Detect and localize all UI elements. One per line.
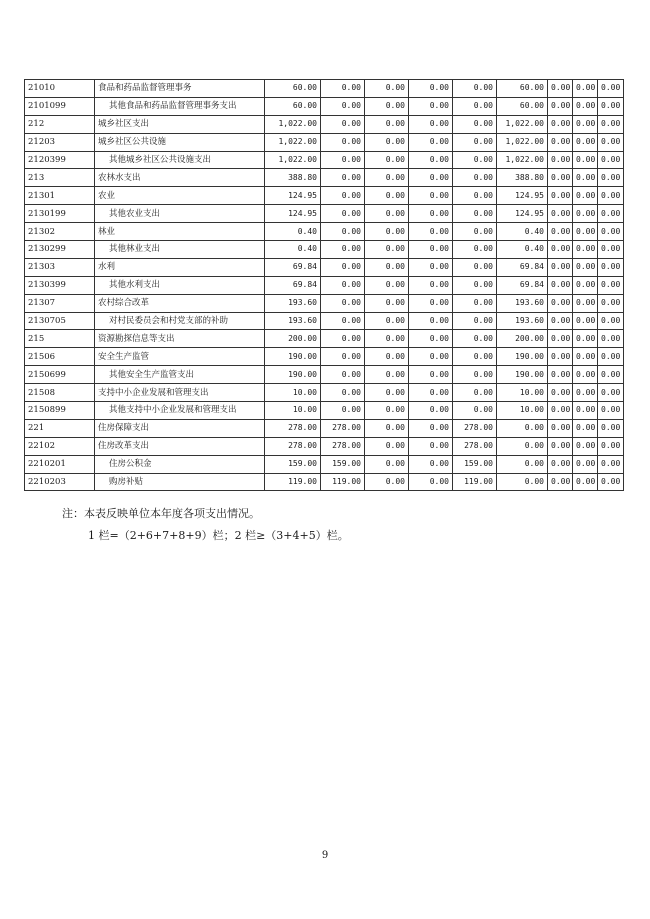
cell-value-col-7: 0.00	[548, 312, 573, 330]
cell-value-col-3: 0.00	[365, 419, 409, 437]
table-row	[25, 223, 624, 241]
cell-name: 农村综合改革	[95, 294, 265, 312]
cell-value-col-8: 0.00	[573, 312, 598, 330]
cell-name: 住房改革支出	[95, 437, 265, 455]
cell-value-col-4: 0.00	[409, 312, 453, 330]
cell-value-col-4: 0.00	[409, 97, 453, 115]
cell-value-col-5: 0.00	[453, 348, 497, 366]
cell-value-col-1: 193.60	[265, 294, 321, 312]
cell-value-col-3: 0.00	[365, 294, 409, 312]
cell-value-col-2: 0.00	[321, 241, 365, 259]
cell-value-col-1: 1,022.00	[265, 115, 321, 133]
cell-value-col-4: 0.00	[409, 115, 453, 133]
cell-value-col-8: 0.00	[573, 330, 598, 348]
cell-value-col-5: 0.00	[453, 223, 497, 241]
cell-code: 22102	[25, 437, 95, 455]
cell-value-col-9: 0.00	[598, 384, 624, 402]
cell-value-col-5: 0.00	[453, 330, 497, 348]
cell-value-col-7: 0.00	[548, 205, 573, 223]
cell-value-col-5: 0.00	[453, 366, 497, 384]
cell-value-col-6: 10.00	[497, 384, 548, 402]
cell-value-col-6: 193.60	[497, 294, 548, 312]
cell-value-col-7: 0.00	[548, 223, 573, 241]
cell-code: 2130399	[25, 276, 95, 294]
cell-name: 农业	[95, 187, 265, 205]
cell-value-col-7: 0.00	[548, 241, 573, 259]
cell-value-col-3: 0.00	[365, 151, 409, 169]
table-row	[25, 330, 624, 348]
cell-value-col-4: 0.00	[409, 205, 453, 223]
cell-value-col-3: 0.00	[365, 437, 409, 455]
cell-value-col-4: 0.00	[409, 133, 453, 151]
cell-value-col-8: 0.00	[573, 169, 598, 187]
cell-value-col-4: 0.00	[409, 276, 453, 294]
table-row	[25, 294, 624, 312]
cell-value-col-2: 159.00	[321, 455, 365, 473]
cell-value-col-7: 0.00	[548, 187, 573, 205]
cell-value-col-8: 0.00	[573, 151, 598, 169]
cell-value-col-8: 0.00	[573, 455, 598, 473]
cell-value-col-3: 0.00	[365, 205, 409, 223]
cell-value-col-6: 0.40	[497, 241, 548, 259]
cell-value-col-4: 0.00	[409, 330, 453, 348]
cell-value-col-5: 0.00	[453, 80, 497, 98]
cell-value-col-3: 0.00	[365, 133, 409, 151]
cell-value-col-4: 0.00	[409, 187, 453, 205]
cell-value-col-3: 0.00	[365, 80, 409, 98]
cell-value-col-9: 0.00	[598, 115, 624, 133]
cell-code: 21203	[25, 133, 95, 151]
cell-value-col-8: 0.00	[573, 384, 598, 402]
cell-value-col-5: 0.00	[453, 97, 497, 115]
cell-value-col-1: 193.60	[265, 312, 321, 330]
cell-value-col-3: 0.00	[365, 169, 409, 187]
cell-name: 对村民委员会和村党支部的补助	[95, 312, 265, 330]
cell-value-col-5: 0.00	[453, 133, 497, 151]
cell-value-col-5: 0.00	[453, 258, 497, 276]
cell-value-col-9: 0.00	[598, 205, 624, 223]
cell-value-col-1: 60.00	[265, 80, 321, 98]
cell-value-col-4: 0.00	[409, 258, 453, 276]
table-row	[25, 348, 624, 366]
cell-value-col-5: 0.00	[453, 151, 497, 169]
table-row	[25, 133, 624, 151]
cell-value-col-2: 0.00	[321, 330, 365, 348]
cell-value-col-6: 0.00	[497, 437, 548, 455]
cell-value-col-9: 0.00	[598, 133, 624, 151]
cell-value-col-8: 0.00	[573, 241, 598, 259]
cell-value-col-2: 0.00	[321, 402, 365, 420]
cell-code: 2130199	[25, 205, 95, 223]
cell-value-col-3: 0.00	[365, 455, 409, 473]
cell-value-col-1: 10.00	[265, 384, 321, 402]
cell-value-col-7: 0.00	[548, 169, 573, 187]
cell-value-col-5: 0.00	[453, 205, 497, 223]
table-row	[25, 437, 624, 455]
table-row	[25, 366, 624, 384]
cell-value-col-2: 278.00	[321, 437, 365, 455]
cell-value-col-3: 0.00	[365, 223, 409, 241]
cell-code: 21010	[25, 80, 95, 98]
cell-value-col-6: 69.84	[497, 276, 548, 294]
table-row	[25, 419, 624, 437]
cell-value-col-7: 0.00	[548, 133, 573, 151]
cell-value-col-9: 0.00	[598, 366, 624, 384]
cell-name: 其他林业支出	[95, 241, 265, 259]
cell-value-col-2: 0.00	[321, 384, 365, 402]
table-row	[25, 169, 624, 187]
cell-value-col-5: 0.00	[453, 402, 497, 420]
cell-value-col-7: 0.00	[548, 402, 573, 420]
cell-value-col-9: 0.00	[598, 276, 624, 294]
cell-name: 城乡社区公共设施	[95, 133, 265, 151]
cell-value-col-6: 190.00	[497, 366, 548, 384]
table-row	[25, 402, 624, 420]
cell-value-col-6: 124.95	[497, 187, 548, 205]
cell-value-col-8: 0.00	[573, 133, 598, 151]
table-row	[25, 384, 624, 402]
cell-value-col-2: 0.00	[321, 312, 365, 330]
cell-name: 林业	[95, 223, 265, 241]
cell-value-col-9: 0.00	[598, 151, 624, 169]
cell-value-col-1: 69.84	[265, 276, 321, 294]
cell-value-col-2: 0.00	[321, 151, 365, 169]
table-row	[25, 276, 624, 294]
cell-value-col-6: 0.40	[497, 223, 548, 241]
cell-value-col-8: 0.00	[573, 402, 598, 420]
cell-value-col-6: 10.00	[497, 402, 548, 420]
cell-value-col-1: 1,022.00	[265, 151, 321, 169]
cell-value-col-4: 0.00	[409, 366, 453, 384]
cell-value-col-7: 0.00	[548, 151, 573, 169]
cell-value-col-5: 0.00	[453, 187, 497, 205]
note-line-2: 1 栏=（2+6+7+8+9）栏；2 栏≥（3+4+5）栏。	[88, 529, 349, 542]
cell-value-col-3: 0.00	[365, 384, 409, 402]
cell-value-col-3: 0.00	[365, 348, 409, 366]
cell-value-col-6: 190.00	[497, 348, 548, 366]
cell-code: 21302	[25, 223, 95, 241]
cell-value-col-2: 0.00	[321, 366, 365, 384]
cell-value-col-6: 0.00	[497, 419, 548, 437]
cell-value-col-4: 0.00	[409, 241, 453, 259]
expenditure-table	[24, 79, 624, 491]
cell-code: 21508	[25, 384, 95, 402]
cell-value-col-8: 0.00	[573, 437, 598, 455]
cell-value-col-6: 0.00	[497, 455, 548, 473]
note-line-1: 注：本表反映单位本年度各项支出情况。	[62, 507, 260, 520]
cell-value-col-1: 0.40	[265, 223, 321, 241]
cell-value-col-7: 0.00	[548, 348, 573, 366]
cell-value-col-2: 0.00	[321, 258, 365, 276]
cell-value-col-3: 0.00	[365, 241, 409, 259]
table-row	[25, 205, 624, 223]
cell-value-col-8: 0.00	[573, 80, 598, 98]
cell-value-col-3: 0.00	[365, 366, 409, 384]
cell-name: 水利	[95, 258, 265, 276]
cell-code: 21301	[25, 187, 95, 205]
cell-code: 2210203	[25, 473, 95, 491]
cell-value-col-7: 0.00	[548, 258, 573, 276]
cell-value-col-8: 0.00	[573, 115, 598, 133]
cell-value-col-2: 278.00	[321, 419, 365, 437]
cell-value-col-4: 0.00	[409, 473, 453, 491]
cell-value-col-8: 0.00	[573, 366, 598, 384]
cell-name: 其他安全生产监管支出	[95, 366, 265, 384]
cell-value-col-8: 0.00	[573, 419, 598, 437]
table-row	[25, 258, 624, 276]
cell-value-col-8: 0.00	[573, 294, 598, 312]
cell-code: 213	[25, 169, 95, 187]
cell-value-col-3: 0.00	[365, 473, 409, 491]
cell-value-col-9: 0.00	[598, 419, 624, 437]
cell-value-col-6: 124.95	[497, 205, 548, 223]
cell-value-col-8: 0.00	[573, 223, 598, 241]
cell-code: 2150899	[25, 402, 95, 420]
cell-value-col-9: 0.00	[598, 241, 624, 259]
cell-value-col-9: 0.00	[598, 80, 624, 98]
table-row	[25, 151, 624, 169]
cell-value-col-6: 388.80	[497, 169, 548, 187]
cell-value-col-8: 0.00	[573, 187, 598, 205]
cell-code: 2210201	[25, 455, 95, 473]
cell-value-col-5: 0.00	[453, 312, 497, 330]
cell-name: 其他城乡社区公共设施支出	[95, 151, 265, 169]
cell-value-col-3: 0.00	[365, 276, 409, 294]
cell-value-col-3: 0.00	[365, 402, 409, 420]
cell-value-col-2: 119.00	[321, 473, 365, 491]
cell-name: 安全生产监管	[95, 348, 265, 366]
cell-value-col-9: 0.00	[598, 330, 624, 348]
cell-value-col-7: 0.00	[548, 419, 573, 437]
cell-value-col-6: 193.60	[497, 312, 548, 330]
cell-value-col-7: 0.00	[548, 80, 573, 98]
cell-value-col-2: 0.00	[321, 187, 365, 205]
cell-value-col-4: 0.00	[409, 80, 453, 98]
cell-value-col-9: 0.00	[598, 294, 624, 312]
cell-value-col-6: 60.00	[497, 97, 548, 115]
cell-value-col-5: 0.00	[453, 241, 497, 259]
cell-code: 212	[25, 115, 95, 133]
cell-value-col-5: 119.00	[453, 473, 497, 491]
cell-value-col-7: 0.00	[548, 115, 573, 133]
cell-value-col-6: 60.00	[497, 80, 548, 98]
cell-value-col-2: 0.00	[321, 115, 365, 133]
cell-value-col-1: 278.00	[265, 437, 321, 455]
cell-value-col-1: 190.00	[265, 366, 321, 384]
table-row	[25, 473, 624, 491]
cell-value-col-1: 119.00	[265, 473, 321, 491]
cell-value-col-8: 0.00	[573, 348, 598, 366]
cell-value-col-2: 0.00	[321, 133, 365, 151]
cell-value-col-7: 0.00	[548, 276, 573, 294]
cell-value-col-1: 0.40	[265, 241, 321, 259]
cell-value-col-5: 159.00	[453, 455, 497, 473]
cell-value-col-9: 0.00	[598, 473, 624, 491]
cell-value-col-1: 124.95	[265, 205, 321, 223]
cell-value-col-5: 278.00	[453, 419, 497, 437]
table-row	[25, 115, 624, 133]
cell-value-col-9: 0.00	[598, 187, 624, 205]
cell-value-col-1: 159.00	[265, 455, 321, 473]
cell-value-col-9: 0.00	[598, 169, 624, 187]
table-row	[25, 80, 624, 98]
cell-value-col-1: 200.00	[265, 330, 321, 348]
cell-value-col-9: 0.00	[598, 258, 624, 276]
cell-value-col-7: 0.00	[548, 455, 573, 473]
cell-value-col-6: 0.00	[497, 473, 548, 491]
cell-value-col-6: 200.00	[497, 330, 548, 348]
cell-value-col-1: 10.00	[265, 402, 321, 420]
cell-value-col-5: 0.00	[453, 115, 497, 133]
cell-value-col-6: 1,022.00	[497, 133, 548, 151]
cell-value-col-6: 69.84	[497, 258, 548, 276]
cell-value-col-1: 60.00	[265, 97, 321, 115]
cell-name: 食品和药品监督管理事务	[95, 80, 265, 98]
page-number: 9	[321, 850, 329, 861]
cell-value-col-2: 0.00	[321, 205, 365, 223]
cell-code: 21506	[25, 348, 95, 366]
cell-name: 城乡社区支出	[95, 115, 265, 133]
expenditure-table-container	[24, 79, 623, 491]
cell-name: 支持中小企业发展和管理支出	[95, 384, 265, 402]
cell-code: 215	[25, 330, 95, 348]
cell-value-col-9: 0.00	[598, 437, 624, 455]
cell-value-col-8: 0.00	[573, 205, 598, 223]
cell-code: 2150699	[25, 366, 95, 384]
cell-value-col-7: 0.00	[548, 366, 573, 384]
cell-value-col-2: 0.00	[321, 294, 365, 312]
cell-value-col-3: 0.00	[365, 312, 409, 330]
cell-name: 其他食品和药品监督管理事务支出	[95, 97, 265, 115]
cell-value-col-8: 0.00	[573, 276, 598, 294]
cell-value-col-8: 0.00	[573, 258, 598, 276]
cell-value-col-9: 0.00	[598, 97, 624, 115]
cell-value-col-7: 0.00	[548, 384, 573, 402]
cell-value-col-4: 0.00	[409, 169, 453, 187]
cell-value-col-1: 1,022.00	[265, 133, 321, 151]
cell-code: 221	[25, 419, 95, 437]
cell-name: 住房保障支出	[95, 419, 265, 437]
table-row	[25, 187, 624, 205]
cell-value-col-2: 0.00	[321, 348, 365, 366]
cell-value-col-8: 0.00	[573, 97, 598, 115]
cell-value-col-7: 0.00	[548, 473, 573, 491]
cell-name: 其他农业支出	[95, 205, 265, 223]
cell-value-col-4: 0.00	[409, 455, 453, 473]
cell-value-col-8: 0.00	[573, 473, 598, 491]
cell-value-col-2: 0.00	[321, 169, 365, 187]
table-row	[25, 455, 624, 473]
cell-name: 其他水利支出	[95, 276, 265, 294]
table-row	[25, 312, 624, 330]
cell-name: 农林水支出	[95, 169, 265, 187]
cell-value-col-9: 0.00	[598, 402, 624, 420]
cell-code: 2120399	[25, 151, 95, 169]
cell-code: 21303	[25, 258, 95, 276]
cell-value-col-3: 0.00	[365, 115, 409, 133]
cell-code: 2130299	[25, 241, 95, 259]
cell-value-col-6: 1,022.00	[497, 151, 548, 169]
cell-value-col-1: 69.84	[265, 258, 321, 276]
cell-value-col-6: 1,022.00	[497, 115, 548, 133]
cell-name: 资源勘探信息等支出	[95, 330, 265, 348]
cell-value-col-1: 190.00	[265, 348, 321, 366]
cell-value-col-2: 0.00	[321, 97, 365, 115]
cell-value-col-4: 0.00	[409, 419, 453, 437]
cell-value-col-9: 0.00	[598, 223, 624, 241]
cell-value-col-1: 278.00	[265, 419, 321, 437]
cell-value-col-7: 0.00	[548, 330, 573, 348]
cell-value-col-2: 0.00	[321, 80, 365, 98]
cell-value-col-5: 0.00	[453, 169, 497, 187]
cell-value-col-4: 0.00	[409, 223, 453, 241]
cell-code: 21307	[25, 294, 95, 312]
cell-value-col-4: 0.00	[409, 294, 453, 312]
cell-value-col-3: 0.00	[365, 97, 409, 115]
cell-value-col-9: 0.00	[598, 348, 624, 366]
cell-code: 2130705	[25, 312, 95, 330]
cell-value-col-4: 0.00	[409, 402, 453, 420]
cell-value-col-2: 0.00	[321, 276, 365, 294]
cell-value-col-2: 0.00	[321, 223, 365, 241]
table-body	[25, 80, 624, 491]
cell-name: 住房公积金	[95, 455, 265, 473]
cell-value-col-5: 0.00	[453, 276, 497, 294]
table-notes	[62, 503, 349, 547]
cell-value-col-7: 0.00	[548, 294, 573, 312]
cell-name: 其他支持中小企业发展和管理支出	[95, 402, 265, 420]
table-row	[25, 241, 624, 259]
cell-code: 2101099	[25, 97, 95, 115]
cell-value-col-9: 0.00	[598, 455, 624, 473]
cell-value-col-3: 0.00	[365, 187, 409, 205]
cell-name: 购房补贴	[95, 473, 265, 491]
cell-value-col-5: 0.00	[453, 294, 497, 312]
cell-value-col-3: 0.00	[365, 330, 409, 348]
cell-value-col-5: 278.00	[453, 437, 497, 455]
cell-value-col-4: 0.00	[409, 437, 453, 455]
cell-value-col-7: 0.00	[548, 437, 573, 455]
cell-value-col-9: 0.00	[598, 312, 624, 330]
cell-value-col-4: 0.00	[409, 384, 453, 402]
cell-value-col-1: 124.95	[265, 187, 321, 205]
cell-value-col-3: 0.00	[365, 258, 409, 276]
cell-value-col-7: 0.00	[548, 97, 573, 115]
table-row	[25, 97, 624, 115]
cell-value-col-4: 0.00	[409, 151, 453, 169]
cell-value-col-5: 0.00	[453, 384, 497, 402]
cell-value-col-4: 0.00	[409, 348, 453, 366]
cell-value-col-1: 388.80	[265, 169, 321, 187]
